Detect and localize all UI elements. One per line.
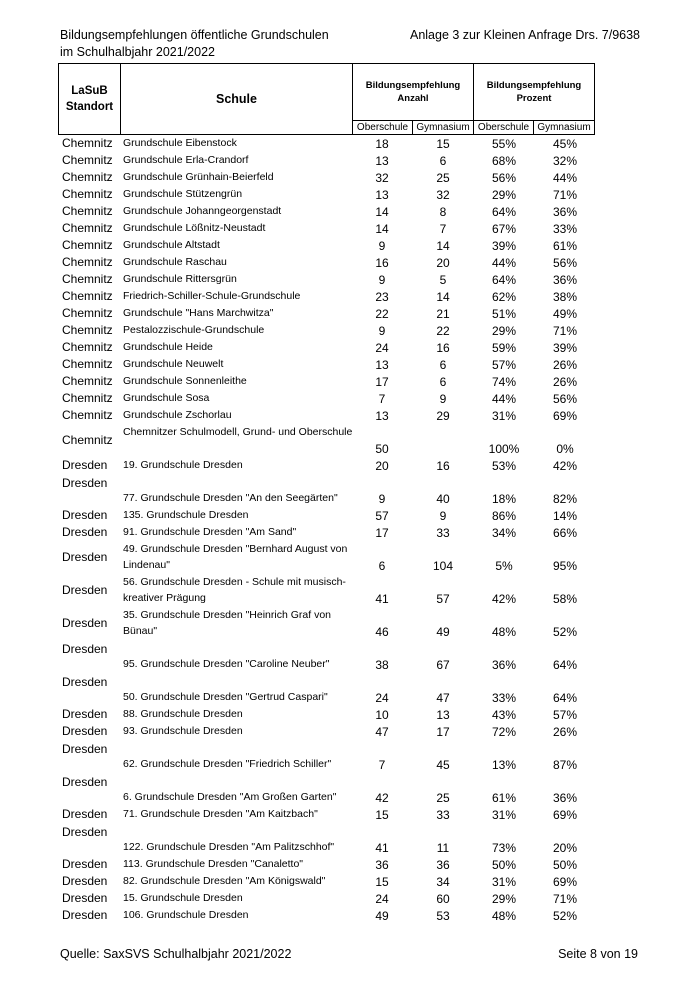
cell-oberschule-anzahl: 6 xyxy=(378,559,386,573)
cell-schule: 62. Grundschule Dresden "Friedrich Schiller" xyxy=(123,758,332,770)
cell-oberschule-anzahl: 24 xyxy=(375,341,389,355)
cell-oberschule-prozent: 67% xyxy=(491,222,517,236)
cell-gymnasium-prozent: 82% xyxy=(552,492,578,506)
cell-gymnasium-prozent: 52% xyxy=(552,909,578,923)
cell-oberschule-prozent: 48% xyxy=(491,909,517,923)
cell-standort: Chemnitz xyxy=(62,221,113,235)
cell-gymnasium-anzahl: 67 xyxy=(436,658,450,672)
cell-oberschule-anzahl: 17 xyxy=(375,375,389,389)
cell-oberschule-prozent: 31% xyxy=(491,875,517,889)
cell-schule: 122. Grundschule Dresden "Am Palitzschhof" xyxy=(123,841,335,853)
cell-gymnasium-anzahl: 25 xyxy=(436,171,450,185)
table-row xyxy=(0,706,700,723)
cell-standort: Chemnitz xyxy=(62,391,113,405)
cell-gymnasium-prozent: 95% xyxy=(552,559,578,573)
cell-gymnasium-prozent: 0% xyxy=(556,442,574,456)
cell-gymnasium-prozent: 87% xyxy=(552,758,578,772)
table-row xyxy=(0,169,700,186)
cell-gymnasium-anzahl: 22 xyxy=(436,324,450,338)
cell-schule: Grundschule Sosa xyxy=(123,392,210,404)
cell-oberschule-prozent: 74% xyxy=(491,375,517,389)
cell-standort: Dresden xyxy=(62,675,108,689)
table-row xyxy=(0,322,700,339)
cell-oberschule-anzahl: 47 xyxy=(375,725,389,739)
cell-oberschule-anzahl: 18 xyxy=(375,137,389,151)
cell-standort: Chemnitz xyxy=(62,323,113,337)
cell-schule: 88. Grundschule Dresden xyxy=(123,708,243,720)
table-header xyxy=(58,63,595,135)
cell-oberschule-prozent: 72% xyxy=(491,725,517,739)
header-group-prozent: Bildungsempfehlung Prozent xyxy=(486,80,582,104)
cell-oberschule-anzahl: 13 xyxy=(375,409,389,423)
table-row xyxy=(0,356,700,373)
cell-oberschule-prozent: 33% xyxy=(491,691,517,705)
cell-standort: Dresden xyxy=(62,616,108,630)
cell-gymnasium-anzahl: 11 xyxy=(436,841,450,855)
cell-oberschule-anzahl: 7 xyxy=(378,392,386,406)
table-row xyxy=(0,373,700,390)
cell-gymnasium-prozent: 26% xyxy=(552,358,578,372)
cell-schule: 113. Grundschule Dresden "Canaletto" xyxy=(123,858,304,870)
table-row xyxy=(0,773,700,806)
table-body xyxy=(0,135,700,924)
title-line-1: Bildungsempfehlungen öffentliche Grundschulen xyxy=(60,28,329,42)
table-row xyxy=(0,339,700,356)
cell-oberschule-prozent: 100% xyxy=(488,442,520,456)
cell-oberschule-anzahl: 17 xyxy=(375,526,389,540)
cell-oberschule-prozent: 39% xyxy=(491,239,517,253)
cell-oberschule-prozent: 56% xyxy=(491,171,517,185)
cell-schule: 77. Grundschule Dresden "An den Seegärten" xyxy=(123,492,338,504)
cell-oberschule-anzahl: 13 xyxy=(375,358,389,372)
cell-oberschule-anzahl: 14 xyxy=(375,205,389,219)
cell-oberschule-anzahl: 41 xyxy=(375,841,389,855)
cell-oberschule-anzahl: 38 xyxy=(375,658,389,672)
cell-schule: Friedrich-Schiller-Schule-Grundschule xyxy=(123,290,301,302)
table-row xyxy=(0,607,700,640)
cell-schule: Grundschule Lößnitz-Neustadt xyxy=(123,222,266,234)
cell-schule: 49. Grundschule Dresden "Bernhard August von Lindenau" xyxy=(123,543,348,571)
table-row xyxy=(0,254,700,271)
cell-schule: 135. Grundschule Dresden xyxy=(123,509,249,521)
cell-schule: Grundschule Sonnenleithe xyxy=(123,375,247,387)
cell-schule: 82. Grundschule Dresden "Am Königswald" xyxy=(123,875,326,887)
cell-oberschule-prozent: 29% xyxy=(491,324,517,338)
table-row xyxy=(0,640,700,673)
cell-gymnasium-anzahl: 104 xyxy=(432,559,454,573)
cell-schule: Grundschule Zschorlau xyxy=(123,409,232,421)
cell-oberschule-anzahl: 13 xyxy=(375,154,389,168)
cell-gymnasium-prozent: 50% xyxy=(552,858,578,872)
table-row xyxy=(0,873,700,890)
annex-label: Anlage 3 zur Kleinen Anfrage Drs. 7/9638 xyxy=(409,28,640,42)
cell-oberschule-anzahl: 49 xyxy=(375,909,389,923)
cell-gymnasium-anzahl: 34 xyxy=(436,875,450,889)
cell-oberschule-anzahl: 42 xyxy=(375,791,389,805)
title-line-2: im Schulhalbjahr 2021/2022 xyxy=(60,45,215,59)
cell-gymnasium-anzahl: 14 xyxy=(436,239,450,253)
cell-standort: Dresden xyxy=(62,707,108,721)
cell-gymnasium-anzahl: 16 xyxy=(436,459,450,473)
cell-oberschule-anzahl: 7 xyxy=(378,758,386,772)
subheader-oberschule-anzahl: Oberschule xyxy=(353,120,413,134)
cell-oberschule-anzahl: 41 xyxy=(375,592,389,606)
cell-oberschule-anzahl: 50 xyxy=(375,442,389,456)
table-row xyxy=(0,907,700,924)
cell-oberschule-anzahl: 16 xyxy=(375,256,389,270)
cell-gymnasium-anzahl: 6 xyxy=(439,358,447,372)
cell-standort: Dresden xyxy=(62,807,108,821)
table-row xyxy=(0,457,700,474)
subheader-gymnasium-prozent: Gymnasium xyxy=(534,120,594,134)
cell-standort: Chemnitz xyxy=(62,136,113,150)
header-standort: LaSuB Standort xyxy=(59,64,121,134)
cell-oberschule-prozent: 57% xyxy=(491,358,517,372)
cell-standort: Dresden xyxy=(62,550,108,564)
table-row xyxy=(0,541,700,574)
cell-schule: 91. Grundschule Dresden "Am Sand" xyxy=(123,526,297,538)
cell-gymnasium-prozent: 36% xyxy=(552,205,578,219)
cell-gymnasium-anzahl: 33 xyxy=(436,808,450,822)
cell-oberschule-prozent: 29% xyxy=(491,892,517,906)
cell-gymnasium-prozent: 64% xyxy=(552,658,578,672)
table-row xyxy=(0,856,700,873)
cell-standort: Chemnitz xyxy=(62,433,113,447)
cell-gymnasium-anzahl: 57 xyxy=(436,592,450,606)
cell-gymnasium-prozent: 64% xyxy=(552,691,578,705)
cell-oberschule-anzahl: 15 xyxy=(375,875,389,889)
cell-gymnasium-anzahl: 36 xyxy=(436,858,450,872)
cell-standort: Dresden xyxy=(62,508,108,522)
cell-gymnasium-anzahl: 32 xyxy=(436,188,450,202)
cell-gymnasium-anzahl: 16 xyxy=(436,341,450,355)
cell-oberschule-prozent: 73% xyxy=(491,841,517,855)
cell-gymnasium-anzahl: 6 xyxy=(439,375,447,389)
cell-gymnasium-anzahl: 5 xyxy=(439,273,447,287)
cell-oberschule-prozent: 34% xyxy=(491,526,517,540)
subheader-oberschule-prozent: Oberschule xyxy=(474,120,534,134)
cell-gymnasium-prozent: 32% xyxy=(552,154,578,168)
table-row xyxy=(0,152,700,169)
cell-gymnasium-prozent: 26% xyxy=(552,725,578,739)
cell-gymnasium-prozent: 56% xyxy=(552,392,578,406)
subheader-gymnasium-anzahl: Gymnasium xyxy=(413,120,474,134)
cell-gymnasium-prozent: 49% xyxy=(552,307,578,321)
table-row xyxy=(0,474,700,507)
cell-schule: 95. Grundschule Dresden "Caroline Neuber" xyxy=(123,658,330,670)
cell-standort: Dresden xyxy=(62,857,108,871)
cell-gymnasium-anzahl: 40 xyxy=(436,492,450,506)
cell-gymnasium-prozent: 20% xyxy=(552,841,578,855)
cell-oberschule-anzahl: 9 xyxy=(378,239,386,253)
cell-gymnasium-prozent: 61% xyxy=(552,239,578,253)
table-row xyxy=(0,740,700,773)
cell-gymnasium-anzahl: 17 xyxy=(436,725,450,739)
cell-standort: Chemnitz xyxy=(62,187,113,201)
cell-standort: Dresden xyxy=(62,825,108,839)
cell-schule: Grundschule "Hans Marchwitza" xyxy=(123,307,274,319)
cell-standort: Chemnitz xyxy=(62,153,113,167)
cell-gymnasium-anzahl: 9 xyxy=(439,392,447,406)
cell-gymnasium-prozent: 33% xyxy=(552,222,578,236)
cell-gymnasium-prozent: 57% xyxy=(552,708,578,722)
cell-standort: Dresden xyxy=(62,458,108,472)
cell-oberschule-anzahl: 46 xyxy=(375,625,389,639)
cell-gymnasium-prozent: 58% xyxy=(552,592,578,606)
cell-standort: Chemnitz xyxy=(62,357,113,371)
cell-standort: Dresden xyxy=(62,874,108,888)
cell-gymnasium-prozent: 69% xyxy=(552,808,578,822)
cell-schule: 19. Grundschule Dresden xyxy=(123,459,243,471)
cell-gymnasium-anzahl: 53 xyxy=(436,909,450,923)
cell-standort: Chemnitz xyxy=(62,408,113,422)
table-row xyxy=(0,220,700,237)
table-row xyxy=(0,890,700,907)
cell-gymnasium-prozent: 71% xyxy=(552,188,578,202)
cell-oberschule-prozent: 31% xyxy=(491,808,517,822)
cell-gymnasium-prozent: 45% xyxy=(552,137,578,151)
cell-gymnasium-anzahl: 20 xyxy=(436,256,450,270)
table-row xyxy=(0,186,700,203)
cell-standort: Dresden xyxy=(62,642,108,656)
cell-standort: Chemnitz xyxy=(62,374,113,388)
table-row xyxy=(0,524,700,541)
cell-gymnasium-prozent: 14% xyxy=(552,509,578,523)
cell-standort: Dresden xyxy=(62,891,108,905)
cell-oberschule-prozent: 53% xyxy=(491,459,517,473)
cell-standort: Chemnitz xyxy=(62,272,113,286)
table-row xyxy=(0,806,700,823)
cell-schule: 15. Grundschule Dresden xyxy=(123,892,243,904)
cell-schule: 106. Grundschule Dresden xyxy=(123,909,249,921)
cell-gymnasium-anzahl: 8 xyxy=(439,205,447,219)
cell-oberschule-prozent: 59% xyxy=(491,341,517,355)
cell-standort: Chemnitz xyxy=(62,289,113,303)
cell-gymnasium-prozent: 69% xyxy=(552,875,578,889)
cell-oberschule-anzahl: 15 xyxy=(375,808,389,822)
cell-schule: 6. Grundschule Dresden "Am Großen Garten" xyxy=(123,791,337,803)
table-row xyxy=(0,823,700,856)
cell-gymnasium-prozent: 36% xyxy=(552,273,578,287)
cell-gymnasium-prozent: 66% xyxy=(552,526,578,540)
cell-gymnasium-anzahl: 13 xyxy=(436,708,450,722)
table-row xyxy=(0,237,700,254)
cell-standort: Chemnitz xyxy=(62,204,113,218)
cell-oberschule-prozent: 36% xyxy=(491,658,517,672)
cell-gymnasium-prozent: 69% xyxy=(552,409,578,423)
cell-oberschule-anzahl: 36 xyxy=(375,858,389,872)
cell-oberschule-prozent: 50% xyxy=(491,858,517,872)
cell-oberschule-prozent: 51% xyxy=(491,307,517,321)
header-schule: Schule xyxy=(121,64,353,134)
cell-standort: Dresden xyxy=(62,775,108,789)
cell-standort: Dresden xyxy=(62,476,108,490)
cell-oberschule-prozent: 31% xyxy=(491,409,517,423)
table-row xyxy=(0,305,700,322)
cell-gymnasium-prozent: 52% xyxy=(552,625,578,639)
cell-gymnasium-anzahl: 14 xyxy=(436,290,450,304)
cell-gymnasium-anzahl: 60 xyxy=(436,892,450,906)
cell-standort: Dresden xyxy=(62,583,108,597)
cell-standort: Dresden xyxy=(62,908,108,922)
page-number: Seite 8 von 19 xyxy=(558,947,638,961)
cell-oberschule-prozent: 44% xyxy=(491,392,517,406)
cell-oberschule-prozent: 61% xyxy=(491,791,517,805)
cell-standort: Chemnitz xyxy=(62,170,113,184)
cell-oberschule-prozent: 68% xyxy=(491,154,517,168)
cell-gymnasium-prozent: 71% xyxy=(552,892,578,906)
header-group-anzahl: Bildungsempfehlung Anzahl xyxy=(353,64,474,120)
cell-oberschule-prozent: 48% xyxy=(491,625,517,639)
table-row xyxy=(0,135,700,152)
cell-gymnasium-anzahl: 9 xyxy=(439,509,447,523)
cell-oberschule-prozent: 64% xyxy=(491,205,517,219)
table-row xyxy=(0,271,700,288)
cell-oberschule-anzahl: 20 xyxy=(375,459,389,473)
cell-oberschule-prozent: 29% xyxy=(491,188,517,202)
cell-standort: Chemnitz xyxy=(62,238,113,252)
cell-gymnasium-anzahl: 49 xyxy=(436,625,450,639)
cell-oberschule-prozent: 55% xyxy=(491,137,517,151)
cell-oberschule-anzahl: 9 xyxy=(378,273,386,287)
cell-gymnasium-anzahl: 45 xyxy=(436,758,450,772)
cell-schule: 56. Grundschule Dresden - Schule mit musisch-kreativer Prägung xyxy=(123,576,346,604)
cell-oberschule-anzahl: 10 xyxy=(375,708,389,722)
cell-schule: Grundschule Rittersgrün xyxy=(123,273,237,285)
table-row xyxy=(0,424,700,457)
cell-oberschule-prozent: 42% xyxy=(491,592,517,606)
cell-gymnasium-anzahl: 29 xyxy=(436,409,450,423)
cell-standort: Chemnitz xyxy=(62,306,113,320)
cell-schule: Grundschule Johanngeorgenstadt xyxy=(123,205,282,217)
cell-gymnasium-prozent: 38% xyxy=(552,290,578,304)
cell-oberschule-anzahl: 24 xyxy=(375,892,389,906)
cell-standort: Dresden xyxy=(62,742,108,756)
cell-oberschule-prozent: 18% xyxy=(491,492,517,506)
cell-oberschule-prozent: 43% xyxy=(491,708,517,722)
cell-oberschule-prozent: 64% xyxy=(491,273,517,287)
source-note: Quelle: SaxSVS Schulhalbjahr 2021/2022 xyxy=(60,947,292,961)
cell-oberschule-anzahl: 24 xyxy=(375,691,389,705)
table-row xyxy=(0,723,700,740)
cell-gymnasium-anzahl: 15 xyxy=(436,137,450,151)
cell-oberschule-anzahl: 9 xyxy=(378,492,386,506)
cell-standort: Dresden xyxy=(62,724,108,738)
cell-schule: Grundschule Heide xyxy=(123,341,213,353)
cell-schule: Grundschule Grünhain-Beierfeld xyxy=(123,171,274,183)
cell-standort: Dresden xyxy=(62,525,108,539)
cell-gymnasium-anzahl: 7 xyxy=(439,222,447,236)
cell-schule: Grundschule Stützengrün xyxy=(123,188,243,200)
table-row xyxy=(0,407,700,424)
cell-gymnasium-anzahl: 6 xyxy=(439,154,447,168)
cell-gymnasium-prozent: 42% xyxy=(552,459,578,473)
cell-standort: Chemnitz xyxy=(62,340,113,354)
cell-schule: 93. Grundschule Dresden xyxy=(123,725,243,737)
cell-standort: Chemnitz xyxy=(62,255,113,269)
cell-oberschule-anzahl: 13 xyxy=(375,188,389,202)
table-row xyxy=(0,288,700,305)
cell-oberschule-anzahl: 9 xyxy=(378,324,386,338)
cell-schule: Grundschule Eibenstock xyxy=(123,137,237,149)
cell-oberschule-anzahl: 57 xyxy=(375,509,389,523)
cell-oberschule-anzahl: 22 xyxy=(375,307,389,321)
cell-oberschule-anzahl: 32 xyxy=(375,171,389,185)
cell-gymnasium-prozent: 36% xyxy=(552,791,578,805)
cell-schule: 71. Grundschule Dresden "Am Kaitzbach" xyxy=(123,808,318,820)
cell-gymnasium-prozent: 26% xyxy=(552,375,578,389)
cell-oberschule-prozent: 86% xyxy=(491,509,517,523)
cell-schule: 50. Grundschule Dresden "Gertrud Caspari" xyxy=(123,691,328,703)
cell-gymnasium-anzahl: 25 xyxy=(436,791,450,805)
cell-oberschule-prozent: 44% xyxy=(491,256,517,270)
cell-schule: Chemnitzer Schulmodell, Grund- und Oberschule xyxy=(123,426,353,438)
cell-gymnasium-anzahl: 21 xyxy=(436,307,450,321)
cell-gymnasium-prozent: 39% xyxy=(552,341,578,355)
cell-schule: Grundschule Raschau xyxy=(123,256,227,268)
table-row xyxy=(0,507,700,524)
cell-schule: 35. Grundschule Dresden "Heinrich Graf von Bünau" xyxy=(123,609,331,637)
cell-oberschule-prozent: 62% xyxy=(491,290,517,304)
table-row xyxy=(0,203,700,220)
table-row xyxy=(0,574,700,607)
table-row xyxy=(0,390,700,407)
cell-schule: Grundschule Neuwelt xyxy=(123,358,224,370)
cell-gymnasium-anzahl: 47 xyxy=(436,691,450,705)
cell-schule: Grundschule Altstadt xyxy=(123,239,220,251)
cell-gymnasium-prozent: 44% xyxy=(552,171,578,185)
cell-oberschule-prozent: 5% xyxy=(495,559,513,573)
document-title xyxy=(60,27,329,61)
cell-gymnasium-prozent: 71% xyxy=(552,324,578,338)
cell-oberschule-anzahl: 14 xyxy=(375,222,389,236)
table-row xyxy=(0,673,700,706)
cell-gymnasium-prozent: 56% xyxy=(552,256,578,270)
cell-oberschule-prozent: 13% xyxy=(491,758,517,772)
cell-schule: Pestalozzischule-Grundschule xyxy=(123,324,265,336)
cell-gymnasium-anzahl: 33 xyxy=(436,526,450,540)
cell-oberschule-anzahl: 23 xyxy=(375,290,389,304)
cell-schule: Grundschule Erla-Crandorf xyxy=(123,154,249,166)
